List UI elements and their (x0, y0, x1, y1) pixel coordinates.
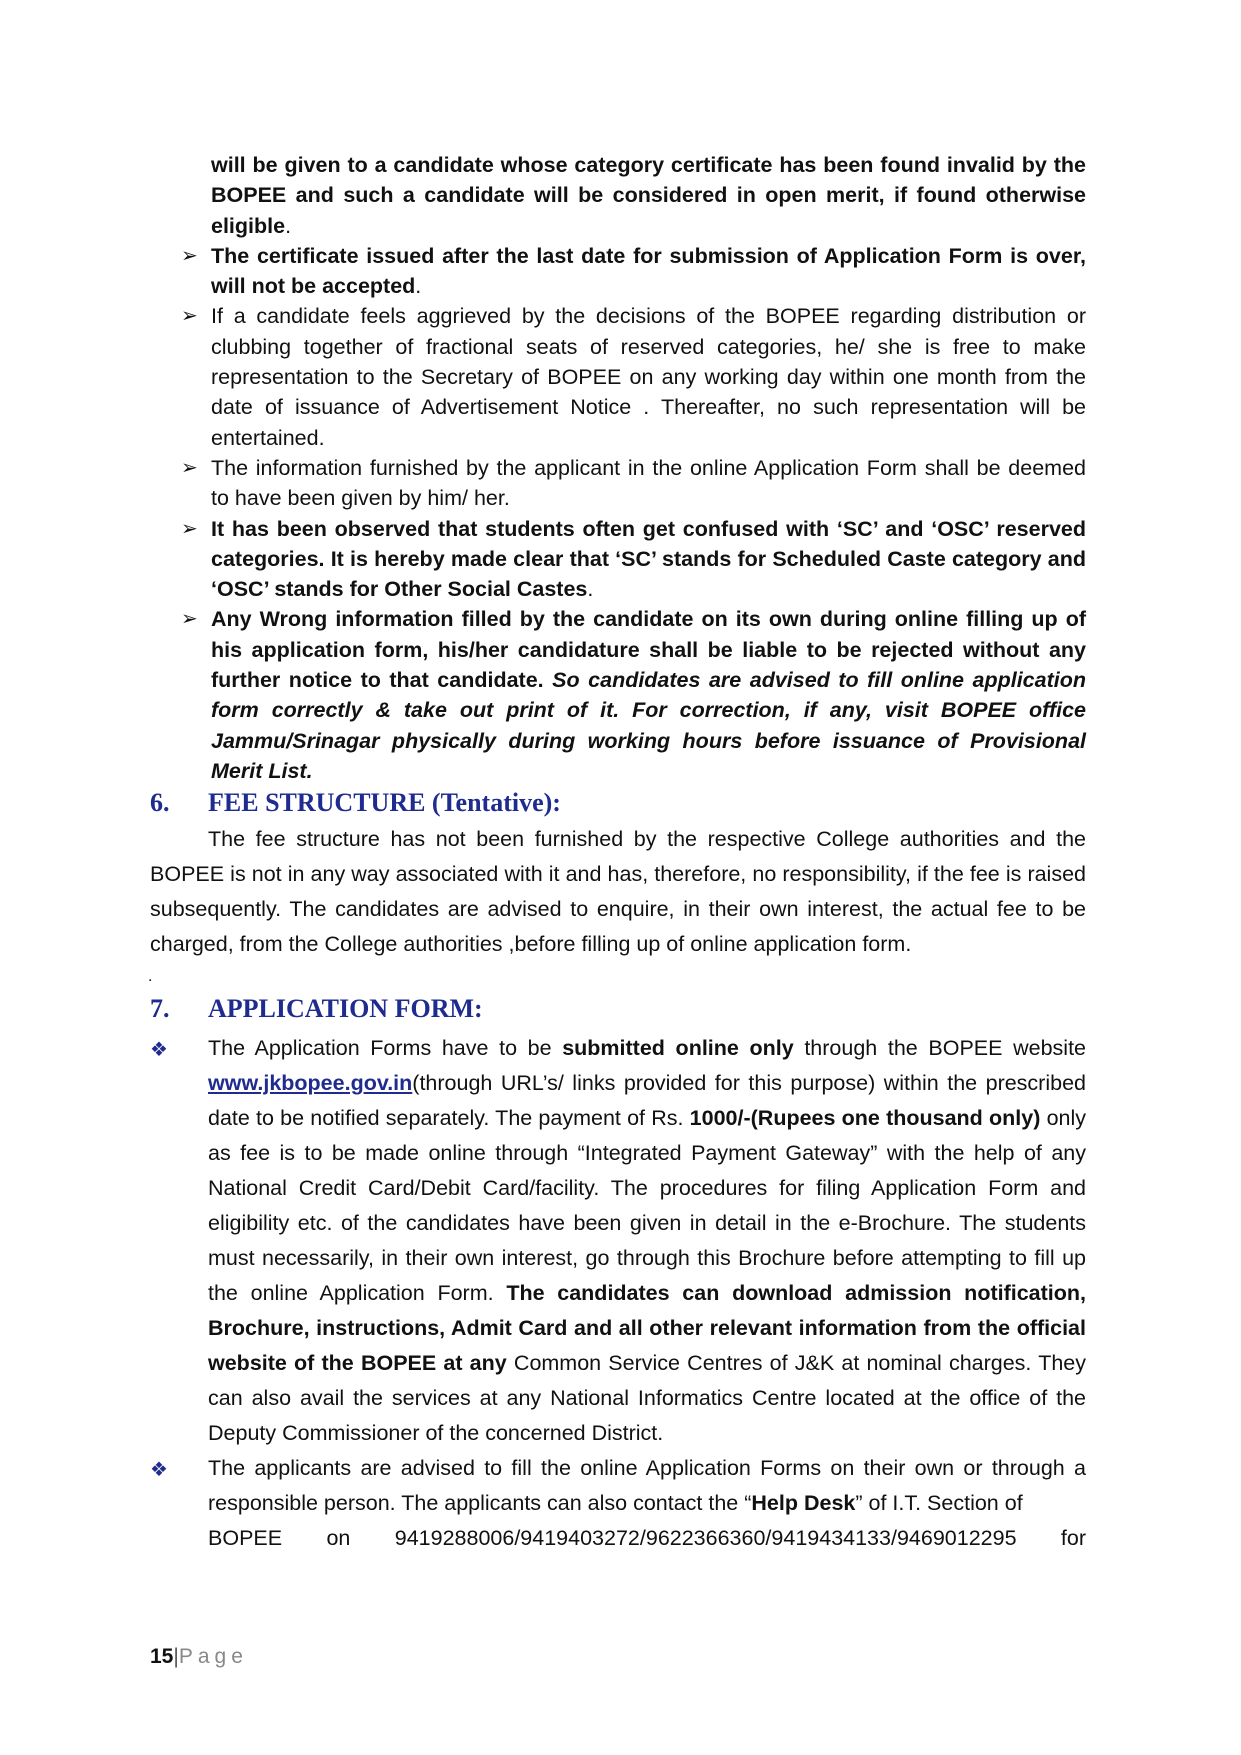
list-item: ➢ The certificate issued after the last date for submission of Application Form is over, will not be accepted. (211, 241, 1086, 302)
page-number: 15 (150, 1645, 174, 1668)
continuation-text: will be given to a candidate whose category certificate has been found invalid by the BOPEE and such a candidate will be considered in open merit, if found otherwise eligible. (211, 153, 1086, 238)
intro-bullets (181, 150, 1086, 786)
page-label: Page (178, 1645, 248, 1668)
arrow-bullet-icon: ➢ (181, 244, 198, 267)
bopee-website-link[interactable]: www.jkbopee.gov.in (208, 1071, 413, 1095)
list-item: ➢ The information furnished by the applicant in the online Application Form shall be deemed to have been given by him/ her. (211, 453, 1086, 514)
arrow-bullet-icon: ➢ (181, 608, 198, 631)
list-item: ➢ If a candidate feels aggrieved by the decisions of the BOPEE regarding distribution or clubbing together of fractional seats of reserved categories, he/ she is free to make representation to the Secretary of BOPEE on any working day within one month from the date of issuance of Advertisement Notice . Thereafter, no such representation will be entertained. (211, 301, 1086, 452)
diamond-bullet-icon: ❖ (150, 1459, 168, 1481)
section-heading-fee-structure: 6. FEE STRUCTURE (Tentative): (150, 788, 561, 817)
diamond-bullet-icon: ❖ (150, 1039, 168, 1061)
fee-structure-paragraph: The fee structure has not been furnished by the respective College authorities and the BOPEE is not in any way associated with it and has, therefore, no responsibility, if the fee is raised subsequently. The candidates are advised to enquire, in their own interest, the actual fee to be charged, from the College authorities ,before filling up of online application form. (150, 827, 1086, 956)
help-desk-numbers-line: BOPEE on 9419288006/9419403272/9622366360/9419434133/9469012295 for (208, 1526, 1086, 1550)
arrow-bullet-icon: ➢ (181, 517, 198, 540)
arrow-bullet-icon: ➢ (181, 305, 198, 328)
stray-dot: . (148, 968, 153, 985)
application-form-list (150, 1031, 1087, 1556)
section-heading-application-form: 7. APPLICATION FORM: (150, 994, 483, 1023)
list-item: ➢ It has been observed that students often get confused with ‘SC’ and ‘OSC’ reserved categories. It is hereby made clear that ‘SC’ stands for Scheduled Caste category and ‘OSC’ stands for Other Social Castes. (211, 514, 1086, 605)
list-item: ❖ The applicants are advised to fill the online Application Forms on their own or through a responsible person. The applicants can also contact the “Help Desk” of I.T. Section of BOPEE on 9419288006/9419403272/9622366360/9419434133/9469012295 for (208, 1451, 1086, 1556)
page-footer: 15|Page (150, 1645, 248, 1668)
arrow-bullet-icon: ➢ (181, 456, 198, 479)
list-item: ❖ The Application Forms have to be submitted online only through the BOPEE website www.jkbopee.gov.in(through URL’s/ links provided for this purpose) within the prescribed date to be notified separately. The payment of Rs. 1000/-(Rupees one thousand only) only as fee is to be made online through “Integrated Payment Gateway” with the help of any National Credit Card/Debit Card/facility. The procedures for filing Application Form and eligibility etc. of the candidates have been given in detail in the e-Brochure. The students must necessarily, in their own interest, go through this Brochure before attempting to fill up the online Application Form. The candidates can download admission notification, Brochure, instructions, Admit Card and all other relevant information from the official website of the BOPEE at any Common Service Centres of J&K at nominal charges. They can also avail the services at any National Informatics Centre located at the office of the Deputy Commissioner of the concerned District. (208, 1031, 1086, 1451)
list-item: ➢ Any Wrong information filled by the candidate on its own during online filling up of his application form, his/her candidature shall be liable to be rejected without any further notice to that candidate. So candidates are advised to fill online application form correctly & take out print of it. For correction, if any, visit BOPEE office Jammu/Srinagar physically during working hours before issuance of Provisional Merit List. (211, 604, 1086, 786)
